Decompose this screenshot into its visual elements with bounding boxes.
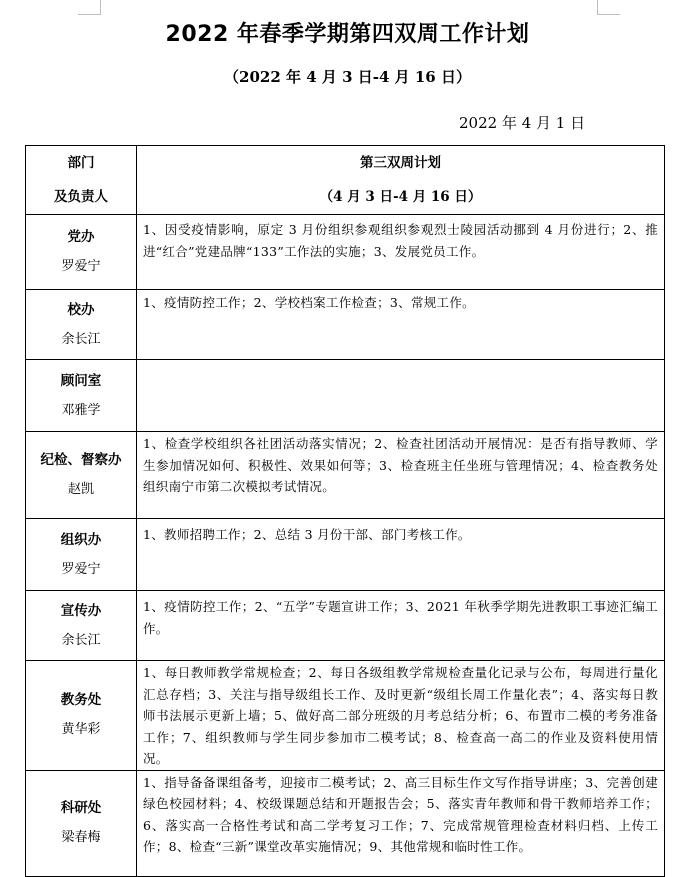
crop-mark-top-left xyxy=(78,0,101,15)
dept-cell xyxy=(26,770,137,876)
dept-cell xyxy=(26,661,137,771)
plan-cell: 1、指导备备课组备考，迎接市二模考试；2、高三目标生作文写作指导讲座；3、完善创建绿色校园材料；4、校级课题总结和开题报告会；5、落实青年教师和骨干教师培养工作；6、落实高一合格性考试和高二学考复习工作；7、完成常规管理检查材料归档、上传工作；8、检查“三新”课堂改革实施情况；9、其他常规和临时性工作。 xyxy=(137,770,665,876)
dept-person: 赵凯 xyxy=(67,482,94,497)
crop-mark-top-right xyxy=(597,0,620,15)
table-row xyxy=(26,215,665,290)
header-plan-line1: 第三双周计划 xyxy=(360,155,441,171)
dept-cell xyxy=(26,519,137,591)
table-row xyxy=(26,770,665,876)
dept-name: 校办 xyxy=(67,301,95,318)
dept-person: 罗爱宁 xyxy=(61,259,101,274)
dept-cell xyxy=(26,215,137,290)
dept-person: 梁春梅 xyxy=(61,830,101,845)
plan-cell: 1、教师招聘工作；2、总结 3 月份干部、部门考核工作。 xyxy=(137,519,665,591)
table-row xyxy=(26,290,665,360)
dept-person: 罗爱宁 xyxy=(61,561,101,577)
dept-cell xyxy=(26,432,137,519)
dept-name: 党办 xyxy=(67,229,95,245)
dept-cell xyxy=(26,290,137,360)
dept-name: 科研处 xyxy=(60,800,102,816)
dept-person: 余长江 xyxy=(61,632,101,648)
dept-name: 宣传办 xyxy=(60,602,102,619)
document-date: 2022 年 4 月 1 日 xyxy=(459,114,586,132)
dept-person: 黄华彩 xyxy=(61,722,101,738)
document-title: 2022 年春季学期第四双周工作计划 xyxy=(165,22,530,47)
dept-name: 顾问室 xyxy=(60,372,102,389)
table-row xyxy=(26,519,665,591)
plan-cell: 1、疫情防控工作；2、“五学”专题宣讲工作；3、2021 年秋季学期先进教职工事迹汇编工作。 xyxy=(137,591,665,661)
document-subtitle: （2022 年 4 月 3 日-4 月 16 日） xyxy=(224,68,471,86)
header-plan-line2: （4 月 3 日-4 月 16 日） xyxy=(319,189,482,205)
header-dept-line2: 及负责人 xyxy=(54,189,108,205)
dept-name: 教务处 xyxy=(60,692,102,709)
table-row xyxy=(26,432,665,519)
table-row xyxy=(26,591,665,661)
dept-person: 余长江 xyxy=(61,331,101,347)
dept-person: 邓雅学 xyxy=(61,402,101,418)
dept-name: 纪检、督察办 xyxy=(40,452,122,468)
header-dept-line1: 部门 xyxy=(67,155,95,171)
plan-cell: 1、检查学校组织各社团活动落实情况；2、检查社团活动开展情况：是否有指导教师、学生参加情况如何、积极性、效果如何等；3、检查班主任坐班与管理情况；4、检查教务处组织南宁市第二次模拟考试情况。 xyxy=(137,432,665,519)
plan-cell: 1、疫情防控工作；2、学校档案工作检查；3、常规工作。 xyxy=(137,290,665,360)
table-header-row xyxy=(26,146,665,215)
table-row xyxy=(26,360,665,432)
dept-name: 组织办 xyxy=(60,531,102,548)
header-dept-cell xyxy=(26,146,137,215)
table-row xyxy=(26,661,665,771)
header-plan-cell xyxy=(137,146,665,215)
work-plan-table xyxy=(25,145,665,877)
dept-cell xyxy=(26,360,137,432)
plan-cell: 1、因受疫情影响，原定 3 月份组织参观组织参观烈士陵园活动挪到 4 月份进行；2、推进“红合”党建品牌“133”工作法的实施；3、发展党员工作。 xyxy=(137,215,665,290)
plan-cell xyxy=(137,360,665,432)
dept-cell xyxy=(26,591,137,661)
plan-cell: 1、每日教师教学常规检查；2、每日各级组教学常规检查量化记录与公布，每周进行量化汇总存档；3、关注与指导级组长工作、及时更新“级组长周工作量化表”；4、落实每日教师书法展示更新上墙；5、做好高二部分班级的月考总结分析；6、布置市二模的考务准备工作；7、组织教师与学生同步参加市二模考试；8、检查高一高二的作业及资料使用情况。 xyxy=(137,661,665,771)
